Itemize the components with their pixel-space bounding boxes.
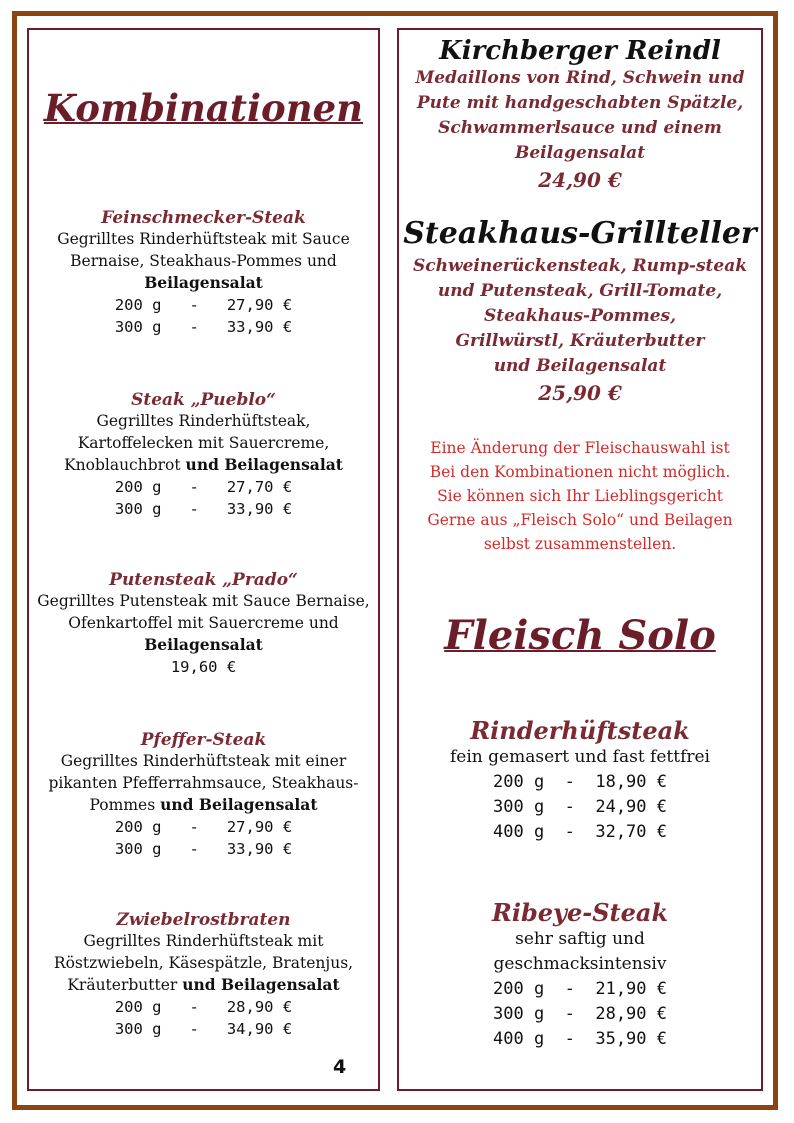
- note-line: Gerne aus „Fleisch Solo“ und Beilagen: [427, 511, 733, 529]
- item-desc-line: Gegrilltes Rinderhüftsteak,: [96, 412, 311, 430]
- kirchberger-reindl: [399, 36, 761, 194]
- item-desc-bold: Beilagensalat: [144, 635, 263, 654]
- right-panel: [397, 28, 763, 1091]
- dish-desc-line: Beilagensalat: [514, 143, 646, 163]
- solo-name: Ribeye-Steak: [491, 898, 669, 927]
- item-price: 200 g - 27,90 €: [114, 818, 293, 836]
- kombinationen-panel: [27, 28, 380, 1091]
- note-line: selbst zusammenstellen.: [483, 535, 677, 553]
- item-name: Putensteak „Prado“: [109, 570, 298, 590]
- dish-price: 25,90 €: [538, 381, 622, 405]
- item-desc-line: pikanten Pfefferrahmsauce, Steakhaus-: [48, 774, 359, 792]
- note-line: Sie können sich Ihr Lieblingsgericht: [437, 487, 723, 505]
- menu-item-prado: [29, 570, 378, 678]
- item-desc-plain: Pommes: [89, 796, 161, 814]
- menu-item-feinschmecker: [29, 208, 378, 338]
- solo-item-rinderhueftsteak: [399, 716, 761, 845]
- solo-price: 400 g - 35,90 €: [493, 1029, 667, 1049]
- item-desc-line: Gegrilltes Rinderhüftsteak mit einer: [60, 752, 347, 770]
- item-desc-line: Bernaise, Steakhaus-Pommes und: [70, 252, 337, 270]
- info-note: [399, 436, 761, 556]
- item-name: Steak „Pueblo“: [131, 390, 276, 410]
- dish-desc-line: Pute mit handgeschabten Spätzle,: [416, 93, 744, 113]
- note-line: Eine Änderung der Fleischauswahl ist: [430, 439, 730, 457]
- item-desc-bold: und Beilagensalat: [160, 795, 318, 814]
- dish-price: 24,90 €: [538, 168, 622, 192]
- item-desc-plain: Knoblauchbrot: [64, 456, 186, 474]
- item-price: 300 g - 34,90 €: [114, 1020, 293, 1038]
- item-desc-bold: und Beilagensalat: [182, 975, 340, 994]
- fleisch-solo-title: Fleisch Solo: [444, 612, 716, 659]
- item-name: Feinschmecker-Steak: [101, 208, 306, 228]
- dish-desc-line: Schwammerlsauce und einem: [438, 118, 722, 138]
- item-price: 200 g - 27,70 €: [114, 478, 293, 496]
- dish-desc-line: und Beilagensalat: [493, 356, 667, 376]
- item-price: 200 g - 27,90 €: [114, 296, 293, 314]
- item-desc-line: Gegrilltes Rinderhüftsteak mit: [83, 932, 324, 950]
- dish-desc-line: Grillwürstl, Kräuterbutter: [455, 331, 705, 351]
- item-desc-line: Gegrilltes Putensteak mit Sauce Bernaise,: [37, 592, 370, 610]
- dish-desc-line: Steakhaus-Pommes,: [483, 306, 677, 326]
- item-price: 300 g - 33,90 €: [114, 840, 293, 858]
- item-price: 19,60 €: [170, 658, 237, 676]
- item-price: 200 g - 28,90 €: [114, 998, 293, 1016]
- dish-name: Steakhaus-Grillteller: [403, 216, 757, 251]
- item-price: 300 g - 33,90 €: [114, 500, 293, 518]
- item-desc-line: Röstzwiebeln, Käsespätzle, Bratenjus,: [53, 954, 354, 972]
- solo-desc-line: geschmacksintensiv: [493, 954, 667, 974]
- solo-price: 300 g - 24,90 €: [493, 797, 667, 817]
- solo-price: 400 g - 32,70 €: [493, 822, 667, 842]
- solo-desc-line: fein gemasert und fast fettfrei: [450, 747, 710, 767]
- item-desc-bold: Beilagensalat: [144, 273, 263, 292]
- menu-item-zwiebelrostbraten: [29, 910, 378, 1040]
- solo-name: Rinderhüftsteak: [470, 716, 690, 745]
- item-desc-plain: Kräuterbutter: [67, 976, 183, 994]
- note-line: Bei den Kombinationen nicht möglich.: [429, 463, 731, 481]
- solo-desc-line: sehr saftig und: [515, 929, 645, 949]
- steakhaus-grillteller: [399, 214, 761, 407]
- solo-price: 200 g - 21,90 €: [493, 979, 667, 999]
- item-desc-line: Kartoffelecken mit Sauercreme,: [77, 434, 330, 452]
- menu-item-pfeffer: [29, 730, 378, 860]
- item-name: Zwiebelrostbraten: [116, 910, 291, 930]
- solo-price: 200 g - 18,90 €: [493, 772, 667, 792]
- item-desc-line: Gegrilltes Rinderhüftsteak mit Sauce: [57, 230, 350, 248]
- dish-desc-line: Medaillons von Rind, Schwein und: [415, 68, 745, 88]
- item-price: 300 g - 33,90 €: [114, 318, 293, 336]
- dish-name: Kirchberger Reindl: [439, 36, 721, 66]
- item-desc-line: Ofenkartoffel mit Sauercreme und: [68, 614, 339, 632]
- item-name: Pfeffer-Steak: [140, 730, 267, 750]
- solo-item-ribeye: [399, 898, 761, 1052]
- item-desc-bold: und Beilagensalat: [185, 455, 343, 474]
- solo-price: 300 g - 28,90 €: [493, 1004, 667, 1024]
- kombinationen-title: Kombinationen: [43, 86, 364, 130]
- menu-item-pueblo: [29, 390, 378, 520]
- dish-desc-line: und Putensteak, Grill-Tomate,: [437, 281, 723, 301]
- page-number: 4: [333, 1056, 347, 1078]
- dish-desc-line: Schweinerückensteak, Rump-steak: [412, 256, 747, 276]
